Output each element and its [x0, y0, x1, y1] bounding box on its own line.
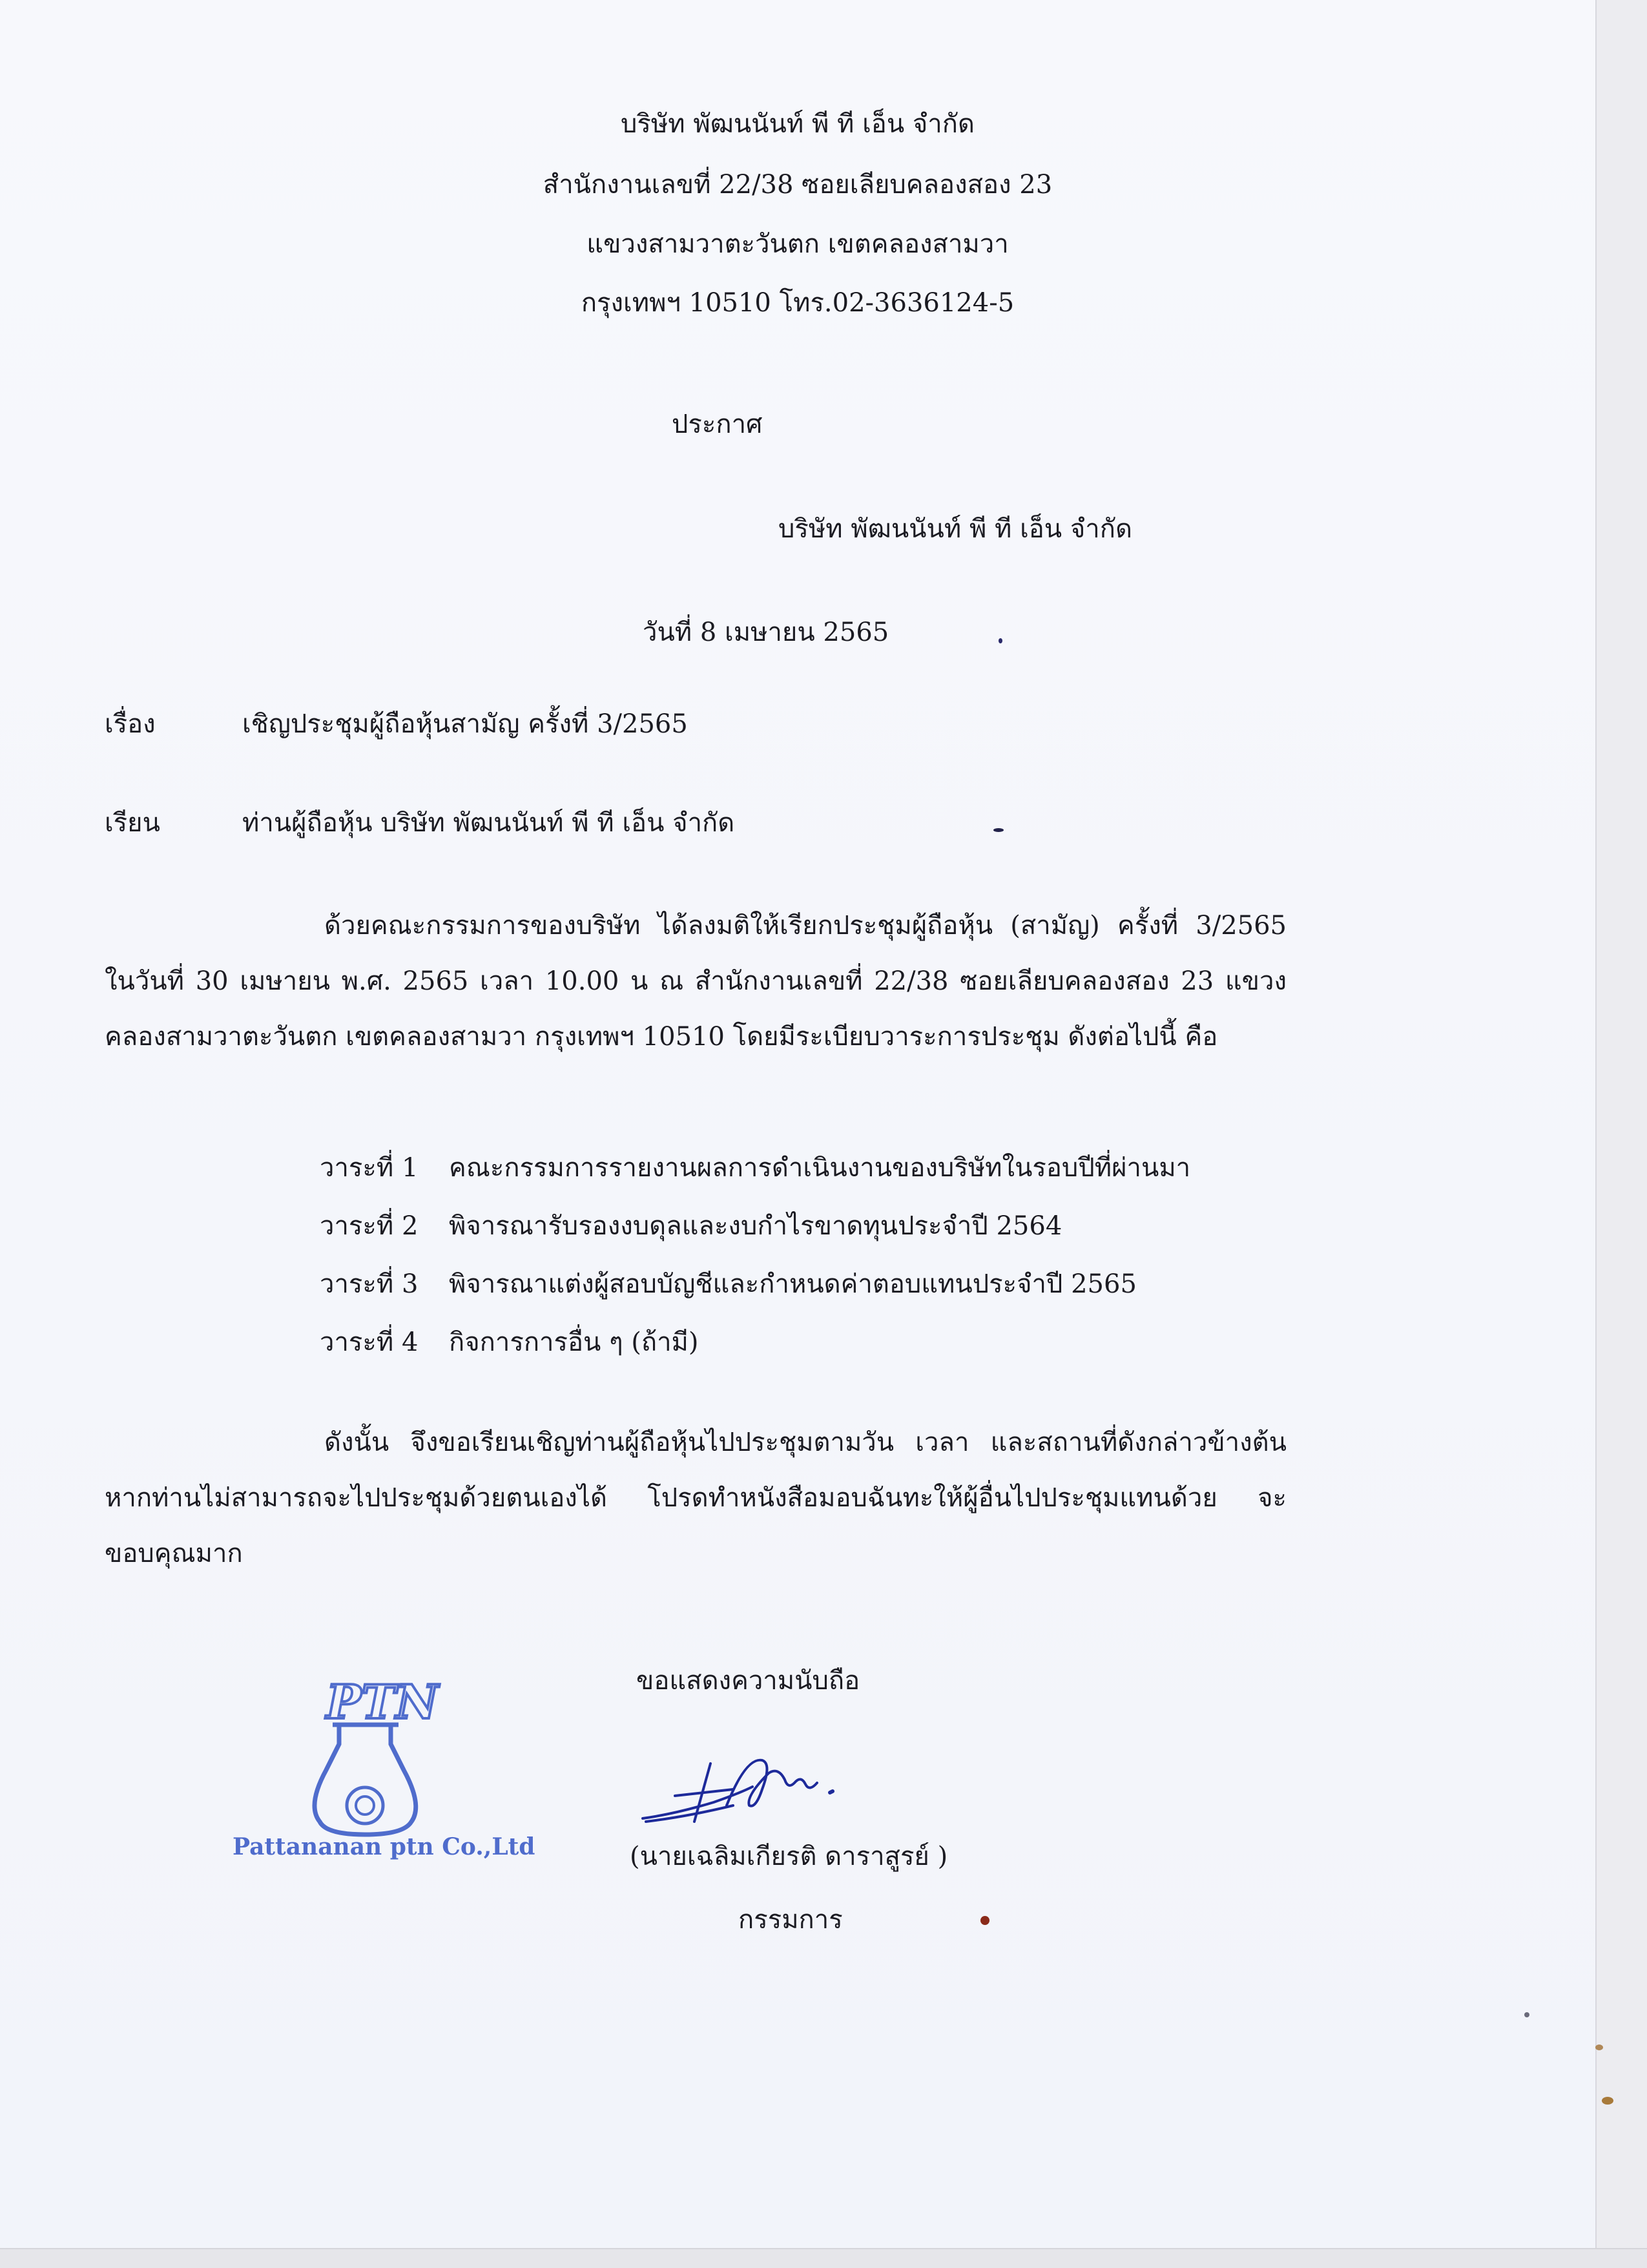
recipient-label: เรียน [105, 808, 160, 838]
agenda-text: คณะกรรมการรายงานผลการดำเนินงานของบริษัทในรอบปีที่ผ่านมา [449, 1153, 1191, 1183]
address-line-2: แขวงสามวาตะวันตก เขตคลองสามวา [586, 229, 1009, 259]
body-paragraph-1: ด้วยคณะกรรมการของบริษัท ได้ลงมติให้เรียกประชุมผู้ถือหุ้น (สามัญ) ครั้งที่ 3/2565 ในวันที่ 30 เมษายน พ.ศ. 2565 เวลา 10.00 น ณ สำนักงานเลขที่ 22/38 ซอยเลียบคลองสอง 23 แขวงคลองสามวาตะวันตก เขตคลองสามวา กรุงเทพฯ 10510 โดยมีระเบียบวาระการประชุม ดังต่อไปนี้ คือ [105, 911, 1287, 1052]
scan-bottom-edge [0, 2248, 1647, 2268]
announcement-heading: ประกาศ [672, 410, 763, 439]
agenda-number: วาระที่ 1 [320, 1153, 419, 1183]
stamp-logo-text: PTN [326, 1674, 439, 1729]
signature-icon [636, 1744, 856, 1835]
scan-speck [993, 828, 1004, 832]
scan-speck [999, 638, 1002, 643]
company-name: บริษัท พัฒนนันท์ พี ที เอ็น จำกัด [621, 109, 975, 139]
agenda-text: พิจารณาแต่งผู้สอบบัญชีและกำหนดค่าตอบแทนประจำปี 2565 [449, 1269, 1137, 1299]
agenda-number: วาระที่ 3 [320, 1269, 419, 1299]
signer-title: กรรมการ [738, 1905, 843, 1935]
agenda-text: พิจารณารับรองงบดุลและงบกำไรขาดทุนประจำปี 2564 [449, 1211, 1062, 1241]
address-line-3: กรุงเทพฯ 10510 โทร.02-3636124-5 [581, 288, 1015, 318]
scan-speck [1595, 2044, 1603, 2050]
closing-salutation: ขอแสดงความนับถือ [636, 1666, 860, 1696]
scan-speck [1602, 2097, 1613, 2105]
agenda-number: วาระที่ 2 [320, 1211, 419, 1241]
address-line-1: สำนักงานเลขที่ 22/38 ซอยเลียบคลองสอง 23 [543, 170, 1053, 200]
scan-speck [980, 1916, 989, 1925]
subject-text: เชิญประชุมผู้ถือหุ้นสามัญ ครั้งที่ 3/2565 [242, 709, 688, 739]
agenda-item [320, 1321, 699, 1362]
subject-label: เรื่อง [105, 709, 156, 739]
scan-speck [1524, 2012, 1529, 2017]
agenda-item [320, 1147, 1190, 1188]
announcement-date: วันที่ 8 เมษายน 2565 [643, 618, 889, 647]
agenda-item [320, 1205, 1062, 1246]
body-paragraph-2: ดังนั้น จึงขอเรียนเชิญท่านผู้ถือหุ้นไปประชุมตามวัน เวลา และสถานที่ดังกล่าวข้างต้น หากท่านไม่สามารถจะไปประชุมด้วยตนเองได้ โปรดทำหนังสือมอบฉันทะให้ผู้อื่นไปประชุมแทนด้วย จะขอบคุณมาก [105, 1428, 1287, 1568]
recipient-text: ท่านผู้ถือหุ้น บริษัท พัฒนนันท์ พี ที เอ็น จำกัด [242, 808, 735, 838]
scan-right-edge [1595, 0, 1647, 2267]
agenda-item [320, 1263, 1137, 1304]
agenda-text: กิจการการอื่น ๆ (ถ้ามี) [449, 1327, 699, 1357]
stamp-caption: Pattananan ptn Co.,Ltd [233, 1833, 535, 1860]
signer-name: (นายเฉลิมเกียรติ ดาราสูรย์ ) [630, 1842, 948, 1871]
agenda-number: วาระที่ 4 [320, 1327, 419, 1357]
announcement-issuer: บริษัท พัฒนนันท์ พี ที เอ็น จำกัด [778, 514, 1132, 544]
